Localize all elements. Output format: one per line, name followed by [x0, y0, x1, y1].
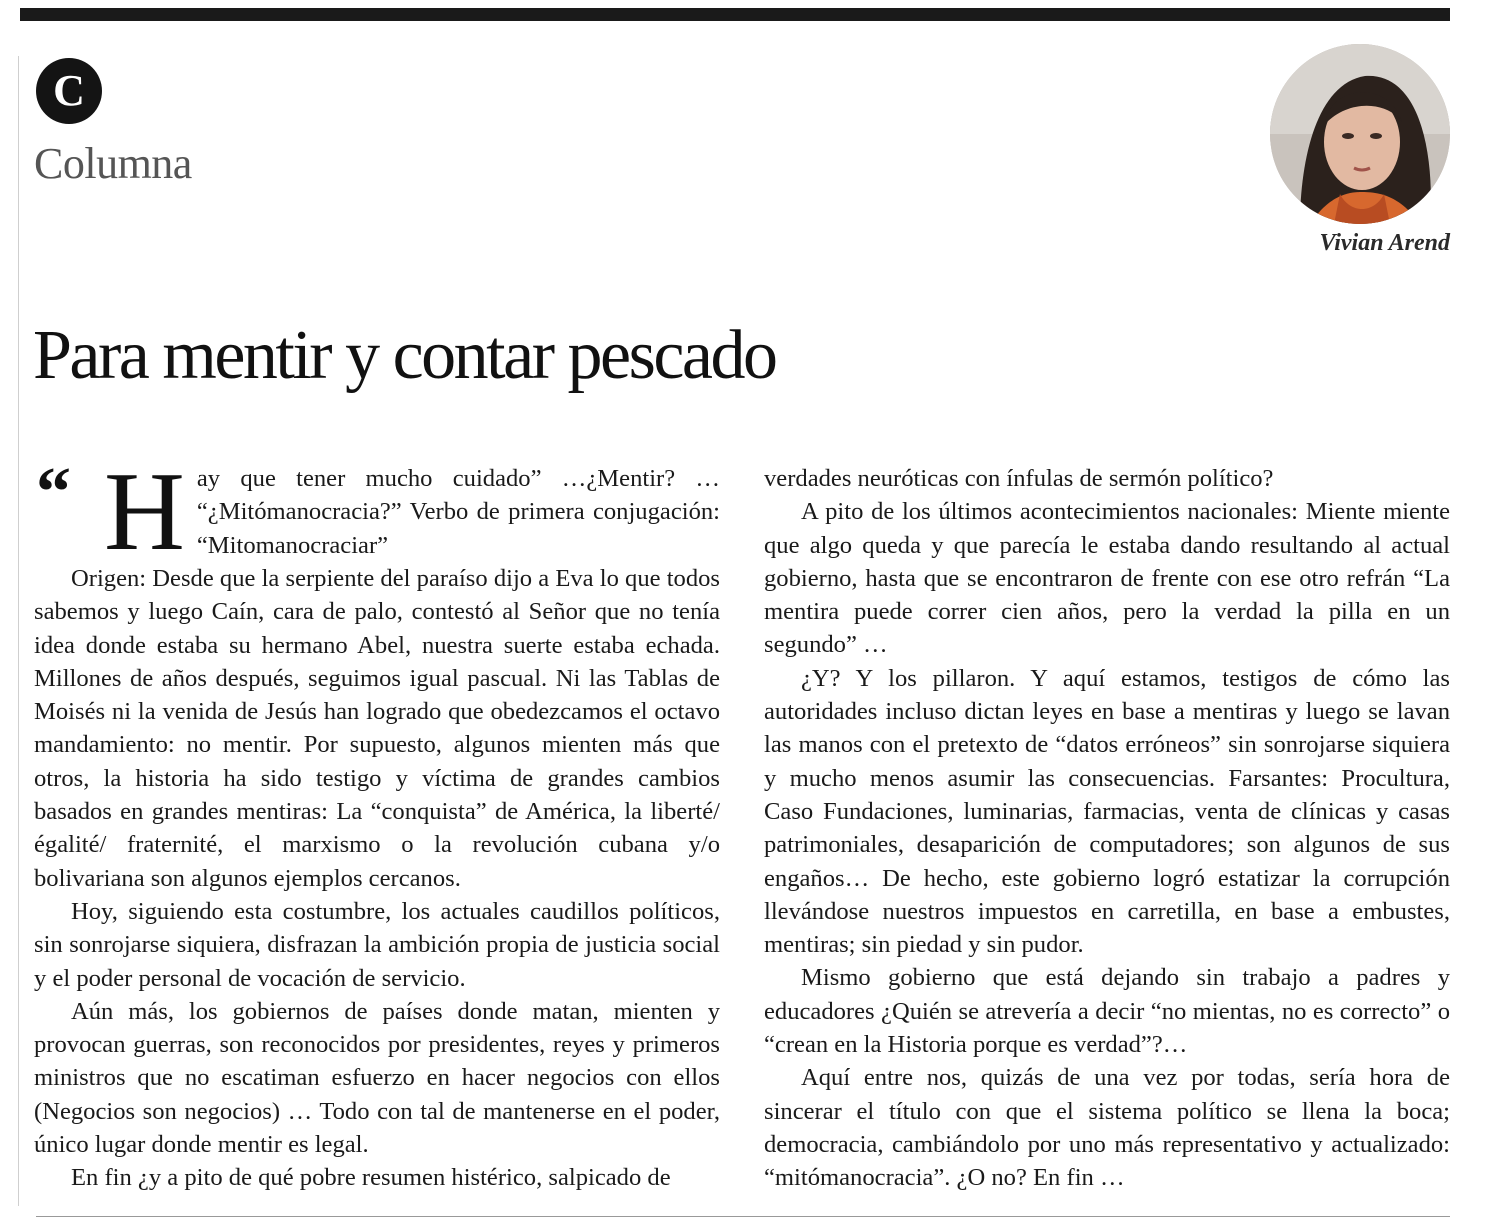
top-rule [20, 8, 1450, 21]
paragraph: A pito de los últimos acontecimientos nacionales: Miente miente que algo queda y que parecía le estaba dando resultando al actual gobierno, hasta que se encontraron de frente con ese otro refrán “La mentira puede correr cien años, pero la verdad la pilla en un segundo” … [764, 498, 1450, 659]
paragraph: En fin ¿y a pito de qué pobre resumen histérico, salpicado de [71, 1164, 671, 1192]
left-margin-rule [18, 56, 19, 1206]
paragraph: ay que tener mucho cuidado” …¿Mentir? … “¿Mitómanocracia?” Verbo de primera conjugación: “Mitomanocraciar” [196, 465, 720, 559]
author-byline: Vivian Arend [1319, 230, 1450, 256]
drop-cap: H [104, 450, 185, 574]
article-column-1 [34, 450, 720, 1195]
author-photo [1270, 44, 1450, 224]
article-column-2 [764, 462, 1450, 1195]
paragraph: ¿Y? Y los pillaron. Y aquí estamos, testigos de cómo las autoridades incluso dictan leyes en base a mentiras y luego se lavan las manos con el pretexto de “datos erróneos” sin sonrojarse siquiera y mucho menos asumir las consecuencias. Farsantes: Procultura, Caso Fundaciones, luminarias, farmacias, venta de clínicas y casas patrimoniales, desaparición de computadores; son algunos de sus engaños… De hecho, este gobierno logró estatizar la corrupción llevándose nuestros impuestos en carretilla, en base a embustes, mentiras; sin piedad y sin pudor. [764, 664, 1450, 959]
paragraph: verdades neuróticas con ínfulas de sermón político? [764, 465, 1274, 492]
article-headline: Para mentir y contar pescado [33, 317, 776, 394]
paragraph: Mismo gobierno que está dejando sin trabajo a padres y educadores ¿Quién se atrevería a decir “no mientas, no es correcto” o “crean en la Historia porque es verdad”?… [764, 964, 1450, 1059]
bottom-rule [36, 1216, 1450, 1217]
paragraph: Origen: Desde que la serpiente del paraíso dijo a Eva lo que todos sabemos y luego Caín, cara de palo, contestó al Señor que no tenía idea donde estaba su hermano Abel, nuestra suerte estaba echada. Millones de años después, seguimos igual pascual. Ni las Tablas de Moisés ni la venida de Jesús han logrado que obedezcamos el octavo mandamiento: no mentir. Por supuesto, algunos mienten más que otros, la historia ha sido testigo y víctima de grandes cambios basados en grandes mentiras: La “conquista” de América, la liberté/égalité/ fraternité, el marxismo o la revolución cubana y/o bolivariana son algunos ejemplos cercanos. [34, 565, 720, 892]
section-label: Columna [34, 139, 192, 188]
paragraph: Aquí entre nos, quizás de una vez por todas, sería hora de sincerar el título con que el sistema político se llena la boca; democracia, cambiándolo por uno más representativo y actualizado: “mitómanocracia”. ¿O no? En fin … [764, 1064, 1450, 1192]
opening-quote-mark: “ [36, 454, 71, 531]
paragraph: Hoy, siguiendo esta costumbre, los actuales caudillos políticos, sin sonrojarse siquiera, disfrazan la ambición propia de justicia social y el poder personal de vocación de servicio. [34, 897, 720, 992]
opening-paragraph [34, 450, 720, 574]
column-badge-icon [36, 58, 102, 124]
author-portrait-icon [1270, 44, 1450, 224]
paragraph: Aún más, los gobiernos de países donde matan, mienten y provocan guerras, son reconocidos por presidentes, reyes y primeros ministros que no escatiman esfuerzo en hacer negocios con ellos (Negocios son negocios) … Todo con tal de mantenerse en el poder, único lugar donde mentir es legal. [34, 997, 720, 1159]
column-badge-letter: C [53, 66, 85, 115]
